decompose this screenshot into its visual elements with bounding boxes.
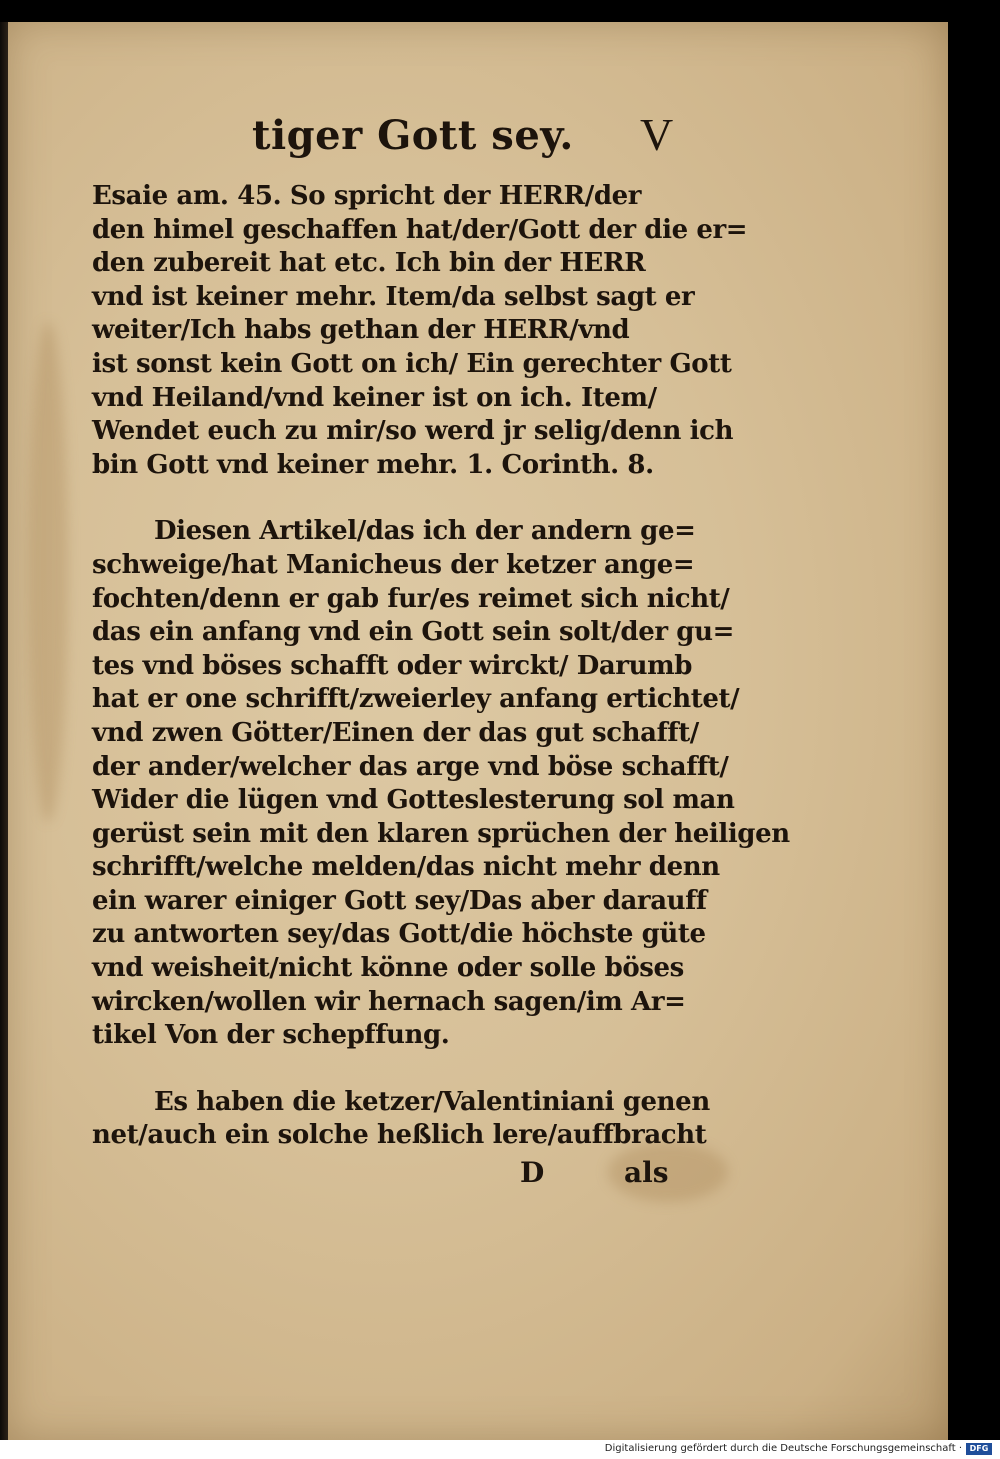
paragraph-gap bbox=[92, 1053, 702, 1086]
text-line: vnd Heiland/vnd keiner ist on ich. Item/ bbox=[92, 382, 657, 413]
text-line: den zubereit hat etc. Ich bin der HERR bbox=[92, 248, 646, 279]
book-edge bbox=[0, 22, 8, 1440]
text-line: bin Gott vnd keiner mehr. 1. Corinth. 8. bbox=[92, 449, 654, 480]
paragraph bbox=[92, 1086, 710, 1153]
text-line: den himel geschaffen hat/der/Gott der die er= bbox=[92, 214, 748, 245]
catchwords bbox=[92, 1153, 702, 1193]
text-line: Diesen Artikel/das ich der andern ge= bbox=[154, 516, 696, 547]
paragraph bbox=[92, 180, 748, 482]
catch-word: als bbox=[624, 1156, 669, 1190]
text-line: das ein anfang vnd ein Gott sein solt/der gu= bbox=[92, 617, 734, 648]
text-line: gerüst sein mit den klaren sprüchen der heiligen bbox=[92, 818, 790, 849]
text-line: tes vnd böses schafft oder wirckt/ Darumb bbox=[92, 650, 692, 681]
text-line: fochten/denn er gab fur/es reimet sich nicht/ bbox=[92, 583, 730, 614]
text-line: net/auch ein solche heßlich lere/auffbracht bbox=[92, 1120, 707, 1151]
paragraph-gap bbox=[92, 482, 702, 515]
text-line: weiter/Ich habs gethan der HERR/vnd bbox=[92, 315, 630, 346]
page-stain bbox=[28, 322, 68, 822]
text-line: Wider die lügen vnd Gotteslesterung sol man bbox=[92, 785, 735, 816]
signature-mark: V bbox=[640, 109, 674, 160]
text-line: Wendet euch zu mir/so werd jr selig/denn ich bbox=[92, 416, 734, 447]
footer-bar bbox=[0, 1440, 1000, 1459]
text-line: vnd weisheit/nicht könne oder solle böses bbox=[92, 953, 684, 984]
text-line: ein warer einiger Gott sey/Das aber darauff bbox=[92, 885, 707, 916]
text-line: tikel Von der schepffung. bbox=[92, 1020, 450, 1051]
text-block bbox=[92, 108, 790, 1193]
running-head: tiger Gott sey. bbox=[252, 112, 574, 159]
text-line: vnd zwen Götter/Einen der das gut schafft/ bbox=[92, 717, 699, 748]
page-header bbox=[92, 108, 702, 180]
text-line: schrifft/welche melden/das nicht mehr denn bbox=[92, 852, 720, 883]
text-line: Esaie am. 45. So spricht der HERR/der bbox=[92, 181, 642, 211]
text-line: der ander/welcher das arge vnd böse schafft/ bbox=[92, 751, 729, 782]
paragraph bbox=[92, 515, 790, 1053]
body-text bbox=[92, 180, 790, 1153]
funding-credit: Digitalisierung gefördert durch die Deutsche Forschungsgemeinschaft · bbox=[604, 1443, 962, 1454]
text-line: vnd ist keiner mehr. Item/da selbst sagt er bbox=[92, 281, 695, 312]
text-line: ist sonst kein Gott on ich/ Ein gerechter Gott bbox=[92, 348, 732, 379]
background-margin bbox=[948, 22, 1000, 1440]
text-line: schweige/hat Manicheus der ketzer ange= bbox=[92, 549, 695, 580]
catch-signature: D bbox=[520, 1156, 545, 1190]
dfg-logo: DFG bbox=[966, 1443, 992, 1455]
text-line: hat er one schrifft/zweierley anfang ertichtet/ bbox=[92, 684, 740, 715]
text-line: wircken/wollen wir hernach sagen/im Ar= bbox=[92, 986, 686, 1017]
text-line: zu antworten sey/das Gott/die höchste güte bbox=[92, 919, 706, 950]
text-line: Es haben die ketzer/Valentiniani genen bbox=[154, 1086, 710, 1117]
